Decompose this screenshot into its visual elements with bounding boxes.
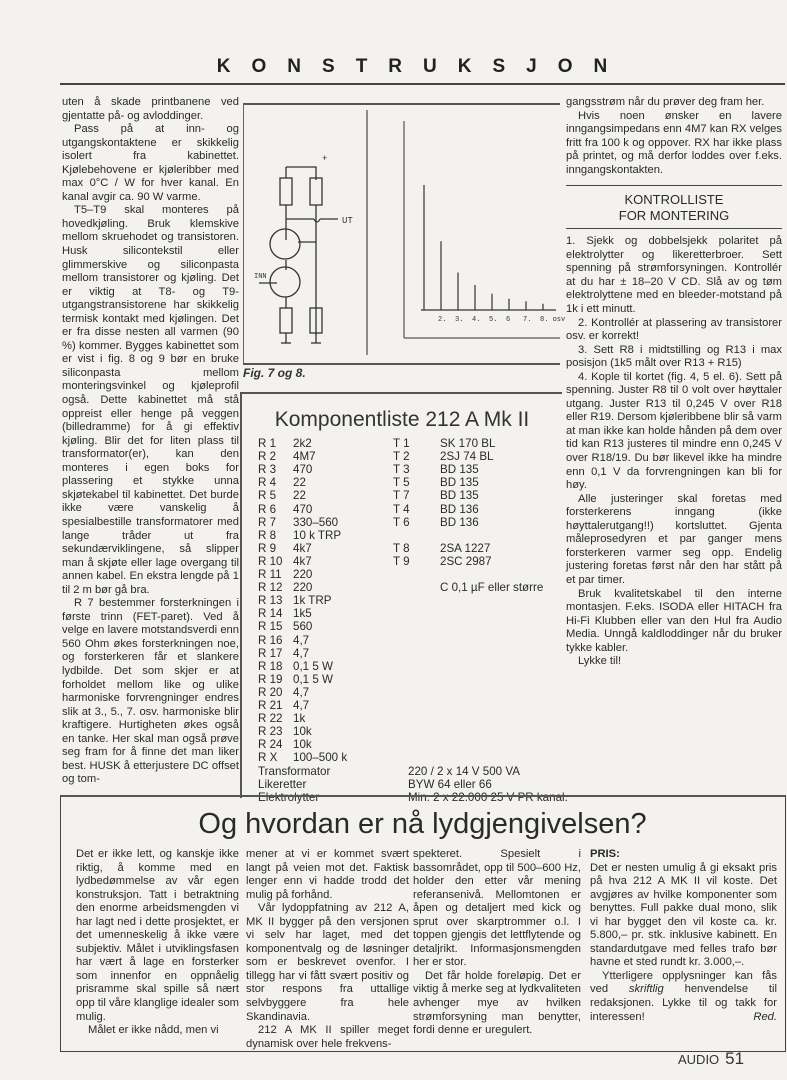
resistor-ref: R 23 <box>258 725 283 739</box>
resistor-value: 1k <box>293 712 306 726</box>
resistor-ref: R 15 <box>258 620 283 634</box>
checklist-title-line: FOR MONTERING <box>618 208 730 224</box>
transistor-ref: T 9 <box>393 554 410 568</box>
resistor-value: 4k7 <box>293 554 312 568</box>
resistor-ref: R 21 <box>258 699 283 712</box>
harmonic-tick-label: 7. <box>523 316 532 324</box>
harmonic-tick-label: 6 <box>506 316 511 324</box>
resistor-value: 0,1 5 W <box>293 672 333 686</box>
figure-caption: Fig. 7 og 8. <box>243 366 306 380</box>
section-header: KONSTRUKSJON <box>216 56 629 77</box>
component-spec: Min. 2 x 22.000 25 V PR kanal. <box>408 790 568 804</box>
resistor-ref: R 9 <box>258 541 277 555</box>
contact-text: henvendelse til redaksjonen. Lykke til og takk for interessen! <box>590 983 777 1023</box>
harmonic-tick-label: 5. <box>489 316 498 324</box>
harmonic-tick-label: 4. <box>472 316 481 324</box>
paragraph: R 7 bestemmer forsterkningen i første trinn (FET-paret). Ved å velge en lavere motstandsverdi enn 560 Ohm økes forsterkningen noe, og forsterkeren får et slankere lydbilde. Det som skjer er at forholdet mellom like og ulike harmoniske forvrengninger endres slik at 3., 5., 7. osv. harmoniske blir kraftigere. Hurtigheten økes også en tanke. Her skal man også prøve seg fram for å finne det man liker best. HUSK å etterjustere DC offset og tom- <box>62 597 239 786</box>
transistor-ref: T 4 <box>393 502 410 516</box>
resistor-ref: R 13 <box>258 594 283 608</box>
resistor-ref: R 17 <box>258 646 283 660</box>
transistor-type: 2SJ 74 BL <box>440 450 494 464</box>
transistor-type: 2SC 2987 <box>440 554 492 568</box>
resistor-ref: R X <box>258 751 278 765</box>
resistor-ref: R 22 <box>258 712 283 726</box>
resistor-ref: R 1 <box>258 437 277 450</box>
resistor-icon <box>280 178 292 205</box>
resistor-value: 22 <box>293 476 306 490</box>
resistor-icon <box>310 178 322 205</box>
paragraph: spekteret. Spesielt i bassområdet, opp til 500–600 Hz, holder den etter vår mening referansenivå. Mellomtonen er åpen og detaljert med kick og sprut over skarptrommer o.l. I toppen gjengis det lettflytende og detaljrikt. Informasjonsmengden her er stor. <box>413 848 581 969</box>
transistor-ref: T 7 <box>393 489 410 503</box>
resistor-ref: R 12 <box>258 581 283 595</box>
resistor-ref: R 7 <box>258 515 277 529</box>
resistor-value: 10 k TRP <box>293 528 342 542</box>
resistor-ref: R 4 <box>258 476 277 490</box>
transistor-type: BD 136 <box>440 502 479 516</box>
transistor-ref: T 1 <box>393 437 410 450</box>
resistor-ref: R 10 <box>258 554 283 568</box>
resistor-ref: R 19 <box>258 672 283 686</box>
transistor-type: BD 136 <box>440 515 479 529</box>
resistor-ref: R 11 <box>258 568 282 581</box>
left-column <box>62 96 239 787</box>
magazine-name: AUDIO <box>678 1052 720 1067</box>
header-rule <box>60 83 785 85</box>
transistor-ref: T 5 <box>393 476 410 490</box>
article-title: Og hvordan er nå lydgjengivelsen? <box>198 808 647 840</box>
checklist-item: 1. Sjekk og dobbelsjekk polaritet på elektrolytter og likeretterbroer. Sett spenning på strømforsyningen. Kontrollér at du har ± 18–20 V CD. Slå av og tøm elektrolyttene med en bleeder-motstand på 1k i ett minutt. <box>566 235 782 316</box>
out-label: UT <box>342 216 353 226</box>
contact-text: Ytterligere opplysninger kan fås ved <box>590 969 777 996</box>
component-label: Likeretter <box>258 777 307 791</box>
figure-drawings <box>244 105 566 363</box>
harmonic-tick-label: 2. <box>438 316 447 324</box>
resistor-value: 22 <box>293 489 306 503</box>
transistor-type: BD 135 <box>440 463 479 477</box>
paragraph: mener at vi er kommet svært langt på veien mot det. Faktisk lenger enn vi hadde trodd det mulig på forhånd. <box>246 848 409 901</box>
harmonic-tick-label: 3. <box>455 316 464 324</box>
resistor-ref: R 18 <box>258 659 283 673</box>
resistor-value: 10k <box>293 738 312 752</box>
right-column <box>566 96 782 669</box>
resistor-value: 10k <box>293 725 312 739</box>
circuit-diagram-fig7 <box>259 110 367 355</box>
component-list-title: Komponentliste 212 A Mk II <box>274 408 530 431</box>
figure-7-8 <box>243 103 566 365</box>
article-column-price <box>590 848 777 1024</box>
resistor-value: 4,7 <box>293 699 310 712</box>
resistor-value: 330–560 <box>293 515 339 529</box>
harmonics-chart-fig8 <box>404 121 565 338</box>
resistor-value: 4k7 <box>293 541 312 555</box>
resistor-value: 4,7 <box>293 646 310 660</box>
resistor-value: 100–500 k <box>293 751 348 765</box>
transistor-type: BD 135 <box>440 476 479 490</box>
contact-paragraph <box>590 970 777 1024</box>
checklist-item: 2. Kontrollér at plassering av transistorer osv. er korrekt! <box>566 316 782 343</box>
resistor-ref: R 6 <box>258 502 277 516</box>
paragraph: uten å skade printbanene ved gjentatte på- og avloddinger. <box>62 96 239 122</box>
checklist-heading <box>566 185 782 229</box>
transistor-type: SK 170 BL <box>440 437 496 450</box>
paragraph: Lykke til! <box>578 655 622 668</box>
transistor-type: 2SA 1227 <box>440 541 491 555</box>
paragraph: Alle justeringer skal foretas med forsterkerens inngang (ikke høyttalerutgang!!) kortsluttet. Gjenta måleprosedyren et par ganger mens forsterkeren varmer seg opp. Endelig justering foretas først når den har stått på et par timer. <box>566 492 782 586</box>
paragraph: Målet er ikke nådd, men vi <box>88 1024 219 1037</box>
resistor-ref: R 16 <box>258 633 283 647</box>
transistor-ref: T 6 <box>393 515 410 529</box>
resistor-icon <box>280 308 292 333</box>
resistor-value: 220 <box>293 568 313 581</box>
resistor-ref: R 14 <box>258 607 283 621</box>
paragraph: T5–T9 skal monteres på hovedkjøling. Bruk klemskive mellom skruehodet og transistoren. Husk silicontekstil eller glimmerskive og siliconpasta mellom transistorer og kjøling. Det er viktig at T8- og T9-utgangstransistorene har skikkelig termisk kontakt med kjølingen. Det er fra disse nesten all varmen (90 %) kommer. Bygges kabinettet som er vist i fig. 8 og 9 bør en bruke siliconpasta mellom monteringsvinkel og kjøleprofil også. Dette kabinettet må stå oppreist eller henge på veggen (billedramme) for å gi effektiv kjøling. Blir det for liten plass til transformator(er), kan den monteres i egen boks for plassering et stykke unna skjøtekabel til kabinettet. Det burde ikke være vanskelig å spesialbestille transformatorer med lange tråder ut fra sekundærviklingene, så slipper man å skjøte eller lage overgang til annen kabel. En ekstra lengde på 1 til 2 m bør gå bra. <box>62 204 239 596</box>
plus-label: + <box>322 154 328 164</box>
checklist-item: 4. Kople til kortet (fig. 4, 5 el. 6). Sett på spenning. Juster R8 til 0 volt over høyttaler utgang. Juster R13 til 0,245 V over R18 eller R19. Dersom kjøleribbene blir så varm at man ikke kan holde hånden på dem over tid kan R13 justeres til mindre enn 0,245 V over R18/19. Du bør likevel ikke ha mindre enn 0,1 V da forvrengningen kan bli for høy. <box>566 370 782 492</box>
in-label: INN <box>254 273 267 281</box>
resistor-ref: R 24 <box>258 738 283 752</box>
paragraph: 212 A MK II spiller meget dynamisk over hele frekvens- <box>246 1024 409 1050</box>
resistor-value: 470 <box>293 502 313 516</box>
resistor-value: 4M7 <box>293 450 316 464</box>
article-column-2 <box>246 848 409 1051</box>
fet-icon <box>270 267 300 297</box>
resistor-value: 4,7 <box>293 633 310 647</box>
resistor-value: 470 <box>293 463 313 477</box>
transistor-ref: T 3 <box>393 463 410 477</box>
paragraph: Pass på at inn- og utgangskontaktene er skikkelig isolert fra kabinettet. Kjølebehovene er kjøleribber med max 0°C / W for hver kanal. En kanal avgir ca. 90 W varme. <box>62 123 239 203</box>
price-heading: PRIS: <box>590 848 620 860</box>
resistor-value: 560 <box>293 620 313 634</box>
resistor-ref: R 3 <box>258 463 277 477</box>
contact-emphasis: skriftlig <box>628 983 664 996</box>
paragraph: gangsstrøm når du prøver deg fram her. <box>566 96 765 108</box>
component-list <box>240 392 568 804</box>
transistor-icon <box>270 229 300 259</box>
paragraph: Bruk kvalitetskabel til den interne montasjen. F.eks. ISODA eller HITACH fra Hi-Fi Klubben eller van den Hul fra Audio Media. Unngå kaldloddinger når du bruker tykke kabler. <box>566 587 782 654</box>
page-number: 51 <box>725 1049 745 1068</box>
transistor-ref: T 2 <box>393 450 410 464</box>
component-spec: 220 / 2 x 14 V 500 VA <box>408 764 520 778</box>
signature: Red. <box>753 1010 777 1023</box>
component-spec: BYW 64 eller 66 <box>408 777 492 791</box>
paragraph: Det får holde foreløpig. Det er viktig å merke seg at lydkvaliteten avhenger mye av hvilken strømforsyning man benytter, fordi denne er uregulert. <box>413 969 581 1037</box>
resistor-value: 4,7 <box>293 685 310 699</box>
checklist-title-line: KONTROLLISTE <box>624 192 724 208</box>
article-column-1 <box>76 848 239 1038</box>
component-label: Elektrolytter <box>258 790 320 804</box>
transistor-ref: T 8 <box>393 541 410 555</box>
resistor-ref: R 20 <box>258 685 283 699</box>
resistor-value: 220 <box>293 581 313 595</box>
resistor-ref: R 8 <box>258 528 277 542</box>
resistor-value: 1k5 <box>293 607 312 621</box>
harmonic-tick-label: 8. osv <box>540 316 566 324</box>
component-label: Transformator <box>258 764 331 778</box>
resistor-value: 0,1 5 W <box>293 659 333 673</box>
paragraph: Vår lydoppfatning av 212 A, MK II bygger på den versjonen vi selv har laget, med det komponentvalg og de løsninger som er beskrevet ovenfor. I tillegg har vi fått svært positiv og stor respons fra uttallige selvbyggere fra hele Skandinavia. <box>246 902 409 1023</box>
resistor-value: 1k TRP <box>293 594 332 608</box>
price-text: Det er nesten umulig å gi eksakt pris på hva 212 A MK II vil koste. Det avgjøres av hvilke komponenter som benyttes. Full pakke dual mono, slik vi har bygget den vil koste ca. kr. 5.800,– pr. stk. inklusive kabinett. En standardutgave med felles trafo bør havne et sted rundt kr. 3.000,–. <box>590 861 777 969</box>
resistor-ref: R 2 <box>258 450 277 464</box>
article-column-3 <box>413 848 581 1038</box>
resistor-ref: R 5 <box>258 489 277 503</box>
transistor-type: C 0,1 µF eller større <box>440 581 544 595</box>
page-footer <box>678 1049 744 1069</box>
checklist-item: 3. Sett R8 i midtstilling og R13 i max posisjon (1k5 målt over R13 + R15) <box>566 343 782 370</box>
paragraph: Det er ikke lett, og kanskje ikke riktig, å komme med en lydbedømmelse av vår egen konstruksjon. Tatt i betraktning den enorme arbeidsmengden vi har lagt ned i dette prosjektet, er det umenneskelig å ikke være subjektiv. Målet i utviklingsfasen har vært å lage en forsterker som innenfor en oppnåelig prisramme skal spille så nært opp til våre klanglige idealer som mulig. <box>76 848 239 1023</box>
resistor-value: 2k2 <box>293 437 312 450</box>
transistor-type: BD 135 <box>440 489 479 503</box>
paragraph: Hvis noen ønsker en lavere inngangsimpedans enn 4M7 kan RX velges fritt fra 100 k og oppover. RX har ikke plass på printet, og må derfor loddes over f.eks. inngangskontakten. <box>566 109 782 176</box>
